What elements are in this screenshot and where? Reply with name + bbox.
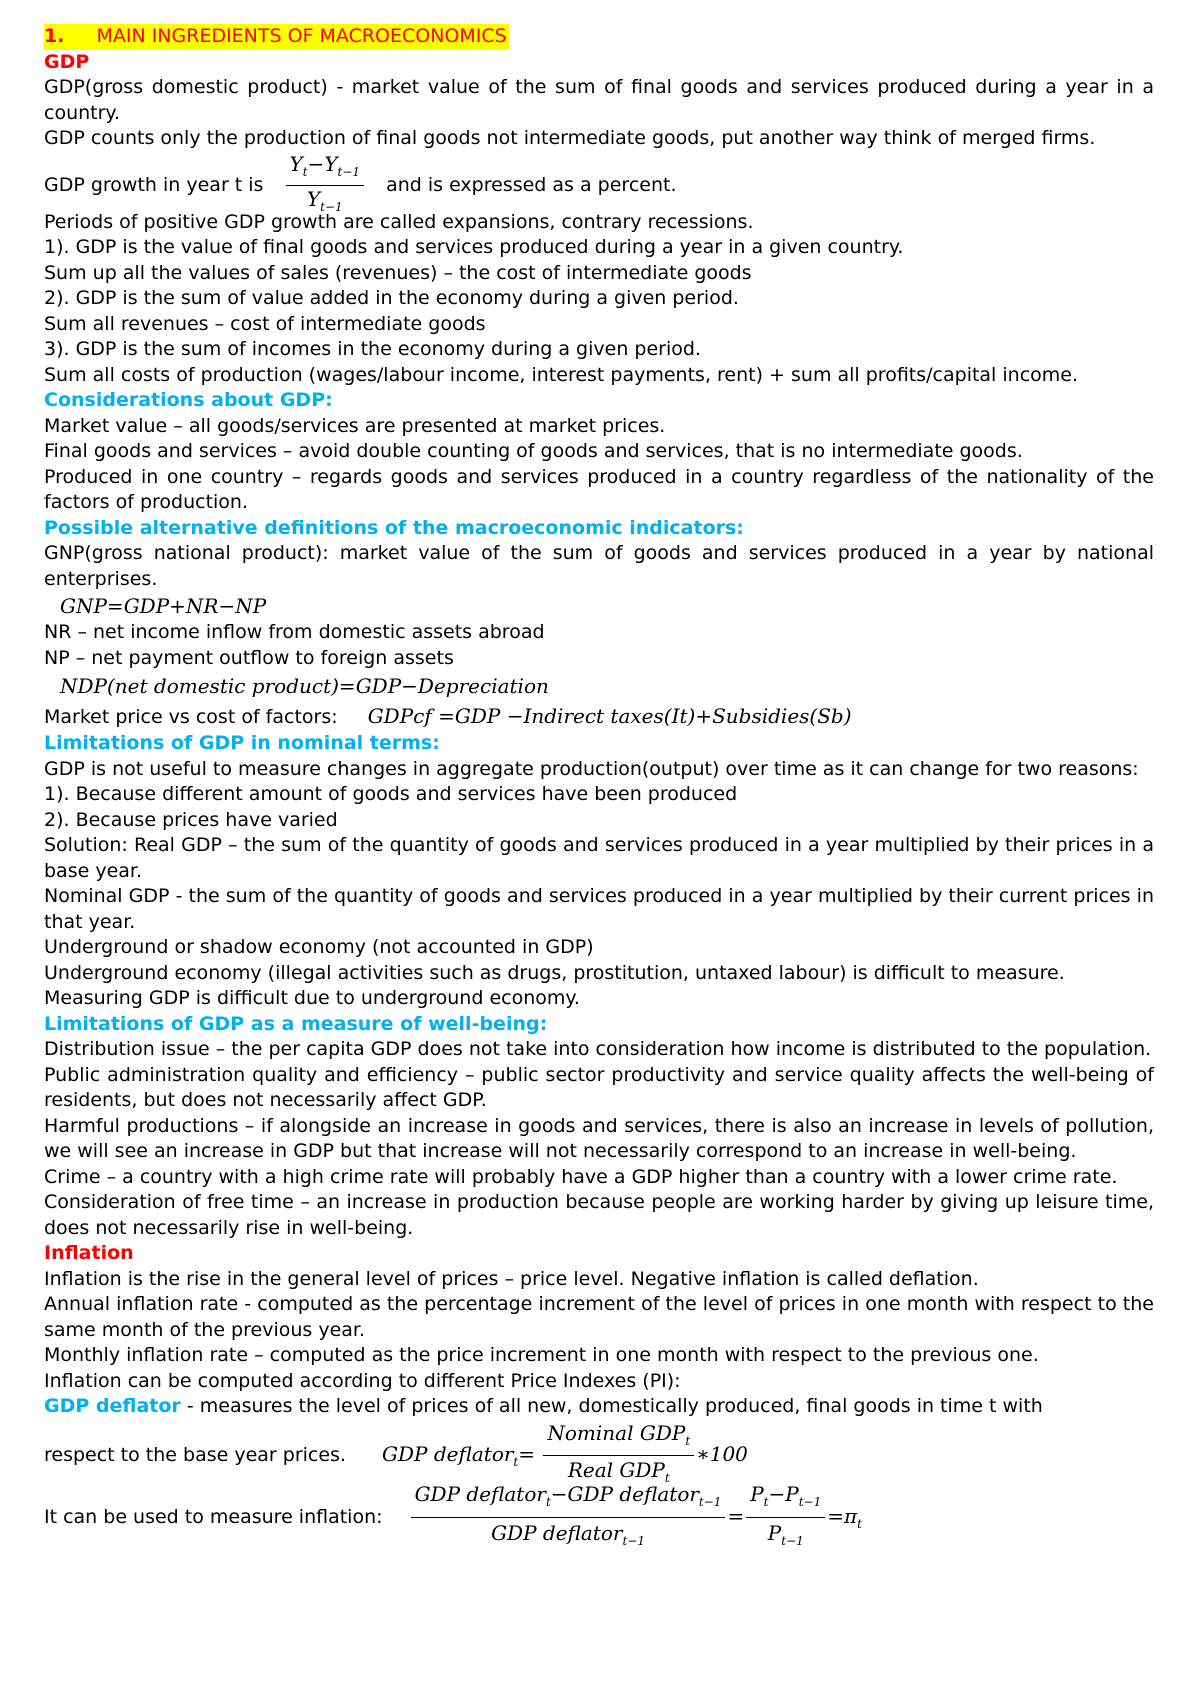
deflator-text: - measures the level of prices of all new, domestically produced, final goods in time t with <box>180 1395 1043 1417</box>
growth-line <box>44 151 1154 214</box>
growth-formula: $\frac{Y_t-Y_{t-1}}{Y_{t-1}}$ <box>286 152 365 219</box>
inflation-title: Inflation <box>44 1242 134 1264</box>
consideration-item: Final goods and services – avoid double counting of goods and services, that is no intermediate goods. <box>44 440 1023 462</box>
heading-title: MAIN INGREDIENTS OF MACROECONOMICS <box>96 25 507 47</box>
nominal-limitations-title: Limitations of GDP in nominal terms: <box>44 732 440 754</box>
text-line: Public administration quality and efficiency – public sector productivity and service quality affects the well-being of residents, but does not necessarily affect GDP. <box>44 1063 1154 1111</box>
text-line: Sum all costs of production (wages/labour income, interest payments, rent) + sum all profits/capital income. <box>44 363 1079 386</box>
consideration-item: Produced in one country – regards goods and services produced in a country regardless of the nationality of the factors of production. <box>44 465 1154 513</box>
text-line: Nominal GDP - the sum of the quantity of goods and services produced in a year multiplied by their current prices in that year. <box>44 885 1154 933</box>
text-line: Periods of positive GDP growth are called expansions, contrary recessions. <box>44 210 754 233</box>
gdp-title: GDP <box>44 50 90 73</box>
heading-number: 1. <box>44 25 65 47</box>
text-line: 1). Because different amount of goods and services have been produced <box>44 783 738 805</box>
text-line: GDP is not useful to measure changes in aggregate production(output) over time as it can change for two reasons: <box>44 757 1139 780</box>
document-page <box>44 24 1154 1548</box>
text-line: Distribution issue – the per capita GDP does not take into consideration how income is distributed to the population. <box>44 1038 1152 1060</box>
gnp-formula: GNP=GDP+NR−NP <box>60 594 267 618</box>
text-line: 2). Because prices have varied <box>44 808 338 831</box>
gdp-final-goods: GDP counts only the production of final goods not intermediate goods, put another way think of merged firms. <box>44 127 1096 149</box>
gdpcf-formula: GDPcf =GDP −Indirect taxes(It)+Subsidies(Sb) <box>367 704 852 728</box>
main-heading <box>44 24 509 50</box>
gnp-definition: GNP(gross national product): market value of the sum of goods and services produced in a year by national enterprises. <box>44 542 1154 590</box>
deflator-formula: GDP deflator$_t$= $\frac{Nominal GDP_t}{Real GDP_t}$ ∗100 <box>382 1420 748 1485</box>
growth-pre-text: GDP growth in year t is <box>44 173 264 196</box>
text-line: Crime – a country with a high crime rate will probably have a GDP higher than a country with a lower crime rate. <box>44 1165 1118 1188</box>
consideration-item: Market value – all goods/services are presented at market prices. <box>44 414 666 437</box>
text-line: Harmful productions – if alongside an increase in goods and services, there is also an increase in levels of pollution, we will see an increase in GDP but that increase will not necessarily correspond to an increase in well-being. <box>44 1114 1154 1162</box>
nr-definition: NR – net income inflow from domestic assets abroad <box>44 621 545 643</box>
gdp-definition: GDP(gross domestic product) - market value of the sum of final goods and services produced during a year in a country. <box>44 76 1154 124</box>
text-line: Measuring GDP is difficult due to underground economy. <box>44 987 580 1009</box>
text-line: Inflation is the rise in the general level of prices – price level. Negative inflation is called deflation. <box>44 1267 979 1290</box>
deflator-formula-line <box>44 1420 1154 1485</box>
deflator-title: GDP deflator <box>44 1395 181 1417</box>
market-price-line <box>44 701 1154 731</box>
text-line: Underground or shadow economy (not accounted in GDP) <box>44 936 594 958</box>
text-line: Sum all revenues – cost of intermediate goods <box>44 312 486 335</box>
text-line: Inflation can be computed according to different Price Indexes (PI): <box>44 1369 681 1392</box>
growth-post-text: and is expressed as a percent. <box>386 173 677 196</box>
considerations-title: Considerations about GDP: <box>44 389 333 411</box>
text-line: Monthly inflation rate – computed as the price increment in one month with respect to the previous one. <box>44 1344 1039 1366</box>
alternative-definitions-title: Possible alternative definitions of the macroeconomic indicators: <box>44 516 744 539</box>
text-line: 3). GDP is the sum of incomes in the economy during a given period. <box>44 338 701 360</box>
wellbeing-limitations-title: Limitations of GDP as a measure of well-being: <box>44 1012 548 1035</box>
inflation-measure-line <box>44 1480 1154 1548</box>
text-line: 1). GDP is the value of final goods and services produced during a year in a given country. <box>44 236 904 258</box>
deflator-text-2: respect to the base year prices. <box>44 1443 346 1466</box>
ndp-formula: NDP(net domestic product)=GDP−Depreciation <box>60 674 549 698</box>
text-line: 2). GDP is the sum of value added in the economy during a given period. <box>44 287 739 309</box>
inflation-measure-label: It can be used to measure inflation: <box>44 1505 383 1528</box>
market-price-label: Market price vs cost of factors: <box>44 706 338 728</box>
text-line: Consideration of free time – an increase in production because people are working harder by giving up leisure time, does not necessarily rise in well-being. <box>44 1191 1154 1239</box>
section-heading <box>44 24 1154 50</box>
text-line: Solution: Real GDP – the sum of the quantity of goods and services produced in a year multiplied by their prices in a base year. <box>44 834 1154 882</box>
inflation-formula: $\frac{GDP deflator_t-GDP deflator_{t-1}}{GDP deflator_{t-1}}$ = $\frac{P_t-P_{t-1}}{P_{t-1}}$ $=\pi_t$ <box>409 1504 862 1528</box>
text-line: Underground economy (illegal activities such as drugs, prostitution, untaxed labour) is difficult to measure. <box>44 961 1065 984</box>
text-line: Sum up all the values of sales (revenues) – the cost of intermediate goods <box>44 261 752 284</box>
text-line: Annual inflation rate - computed as the percentage increment of the level of prices in one month with respect to the same month of the previous year. <box>44 1293 1154 1341</box>
deflator-definition <box>44 1394 1154 1420</box>
np-definition: NP – net payment outflow to foreign assets <box>44 646 454 669</box>
